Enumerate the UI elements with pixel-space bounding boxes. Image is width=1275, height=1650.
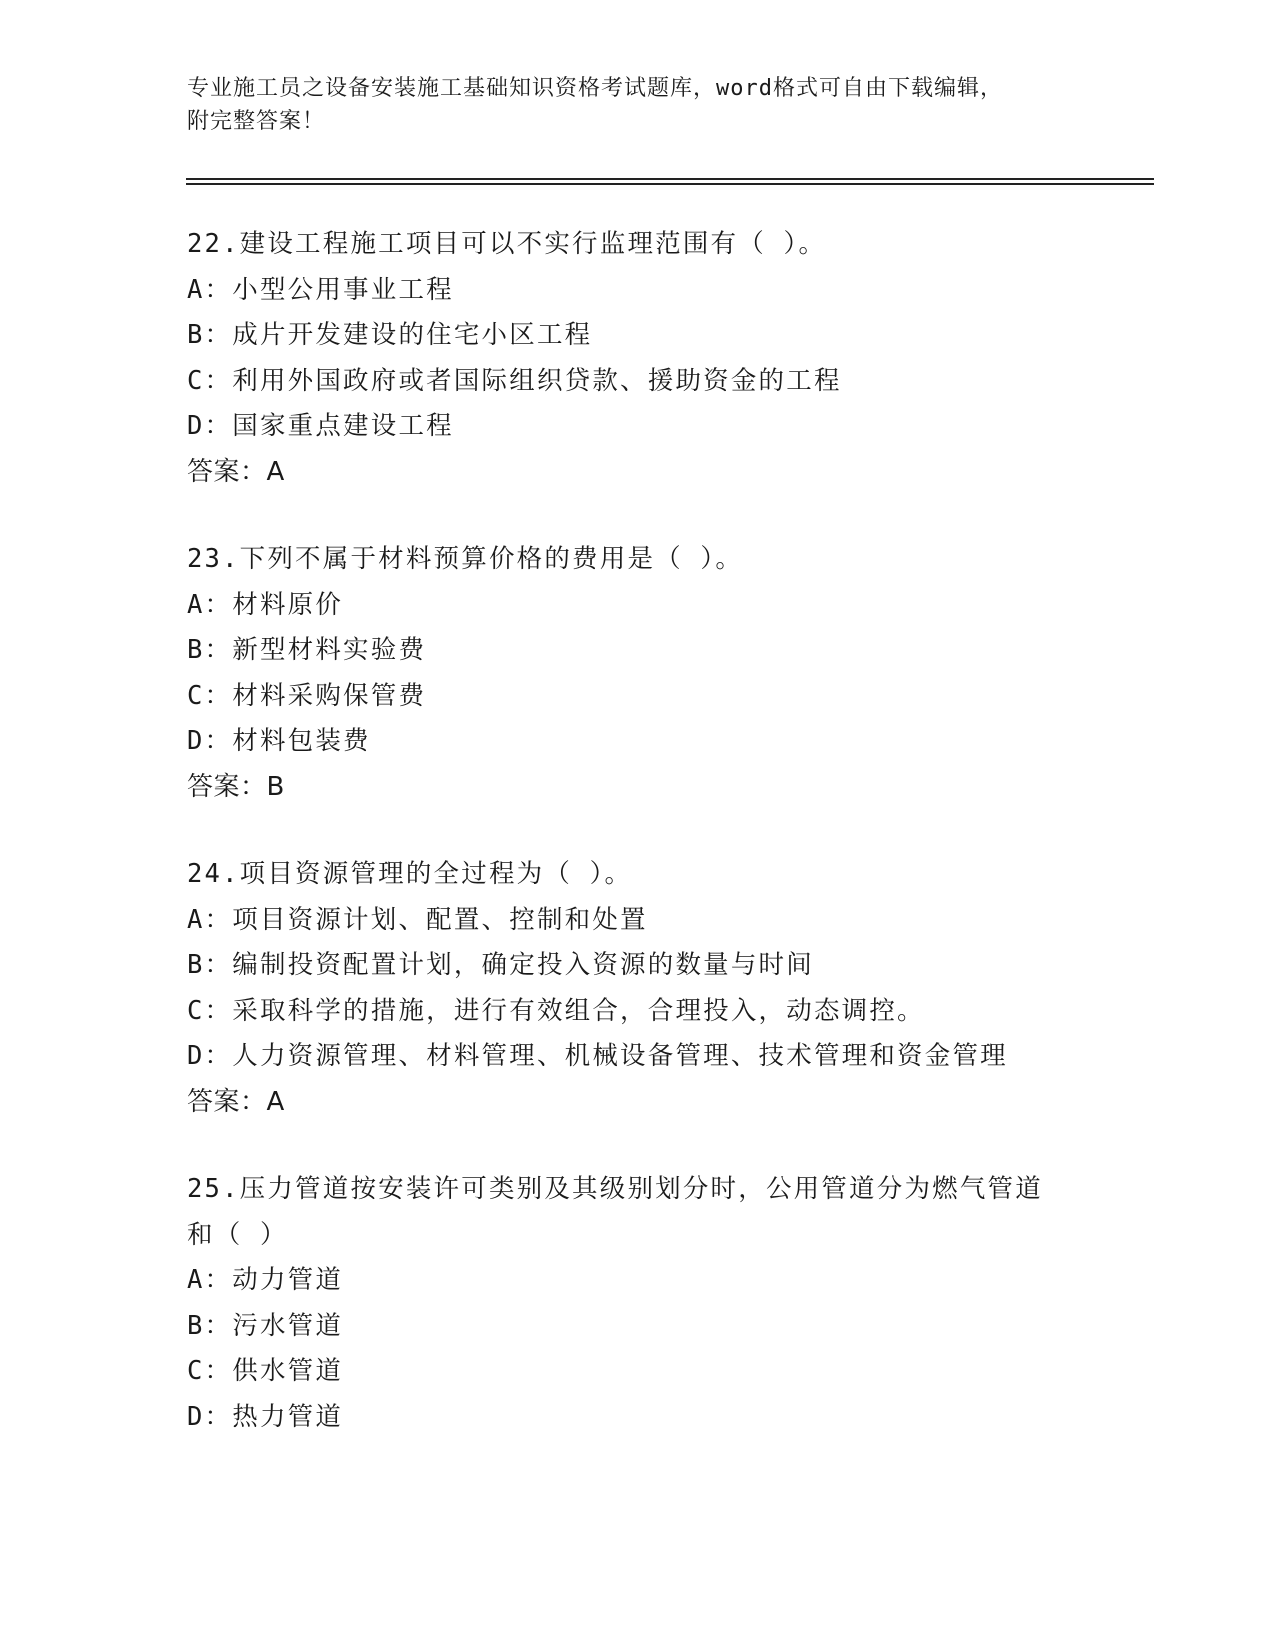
option-a: A：小型公用事业工程 [187,274,454,305]
header-divider-top [186,178,1154,180]
option-c: C：供水管道 [187,1356,344,1386]
answer: 答案：A [187,456,285,487]
option-a: A：材料原价 [187,589,344,620]
option-d: D：材料包装费 [187,726,371,756]
header-divider-bottom [186,183,1154,185]
option-a: A：项目资源计划、配置、控制和处置 [187,904,648,935]
question-23 [187,537,1087,810]
document-header [187,72,1087,138]
option-d: D：国家重点建设工程 [187,411,454,441]
header-line-1: 专业施工员之设备安装施工基础知识资格考试题库，word格式可自由下载编辑， [187,76,1003,101]
option-d: D：人力资源管理、材料管理、机械设备管理、技术管理和资金管理 [187,1041,1008,1071]
question-stem-line-2: 和（ ） [187,1219,288,1250]
question-24 [187,852,1087,1125]
option-d: D：热力管道 [187,1401,344,1432]
option-a: A：动力管道 [187,1265,344,1295]
question-stem: 24.项目资源管理的全过程为（ ）。 [187,859,633,889]
option-b: B：污水管道 [187,1310,344,1341]
question-stem: 22.建设工程施工项目可以不实行监理范围有（ ）。 [187,229,827,259]
answer: 答案：A [187,1086,285,1117]
option-c: C：采取科学的措施，进行有效组合，合理投入，动态调控。 [187,995,925,1026]
header-line-2: 附完整答案！ [187,109,326,134]
option-b: B：编制投资配置计划，确定投入资源的数量与时间 [187,950,814,980]
option-c: C：利用外国政府或者国际组织贷款、援助资金的工程 [187,365,842,396]
option-b: B：成片开发建设的住宅小区工程 [187,320,593,350]
answer: 答案：B [187,771,285,802]
question-stem: 23.下列不属于材料预算价格的费用是（ ）。 [187,544,744,574]
question-22 [187,222,1087,495]
option-c: C：材料采购保管费 [187,680,427,711]
option-b: B：新型材料实验费 [187,635,427,665]
question-stem-line-1: 25.压力管道按安装许可类别及其级别划分时，公用管道分为燃气管道 [187,1174,1043,1204]
question-25 [187,1167,1087,1440]
